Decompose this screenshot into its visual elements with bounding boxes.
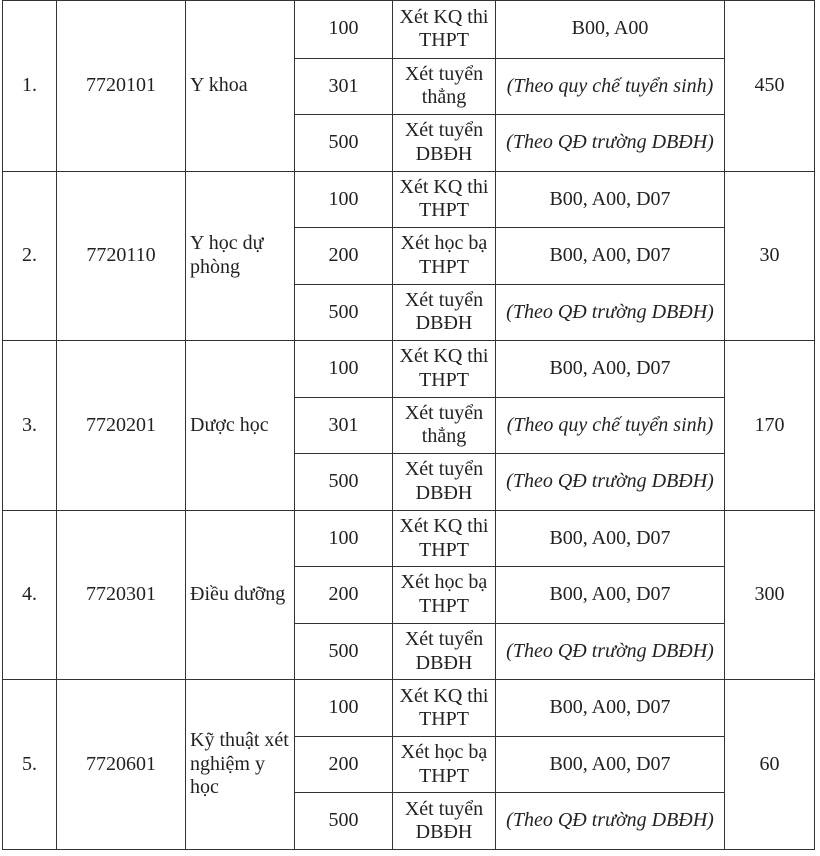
major-name: Y khoa bbox=[186, 1, 295, 172]
subject-combination: B00, A00, D07 bbox=[496, 567, 725, 624]
subject-combination: (Theo QĐ trường DBĐH) bbox=[496, 284, 725, 341]
method-name: Xét tuyển DBĐH bbox=[393, 454, 496, 511]
quota: 170 bbox=[725, 341, 815, 511]
method-code: 100 bbox=[295, 341, 393, 398]
table-row bbox=[3, 341, 815, 398]
quota: 450 bbox=[725, 1, 815, 172]
method-code: 500 bbox=[295, 115, 393, 172]
subject-combination: (Theo QĐ trường DBĐH) bbox=[496, 454, 725, 511]
method-name: Xét KQ thi THPT bbox=[393, 680, 496, 737]
method-name: Xét tuyển thẳng bbox=[393, 58, 496, 115]
admissions-table bbox=[2, 0, 815, 850]
method-code: 100 bbox=[295, 680, 393, 737]
method-code: 301 bbox=[295, 58, 393, 115]
table-row bbox=[3, 1, 815, 59]
major-code: 7720201 bbox=[57, 341, 186, 511]
major-name: Kỹ thuật xét nghiệm y học bbox=[186, 680, 295, 850]
method-code: 100 bbox=[295, 171, 393, 228]
major-name: Dược học bbox=[186, 341, 295, 511]
major-code: 7720101 bbox=[57, 1, 186, 172]
method-name: Xét học bạ THPT bbox=[393, 567, 496, 624]
row-number: 5. bbox=[3, 680, 57, 850]
method-code: 200 bbox=[295, 567, 393, 624]
method-code: 200 bbox=[295, 228, 393, 285]
major-code: 7720601 bbox=[57, 680, 186, 850]
method-name: Xét KQ thi THPT bbox=[393, 171, 496, 228]
subject-combination: B00, A00, D07 bbox=[496, 171, 725, 228]
subject-combination: (Theo quy chế tuyển sinh) bbox=[496, 58, 725, 115]
major-name: Y học dự phòng bbox=[186, 171, 295, 341]
method-code: 500 bbox=[295, 623, 393, 680]
method-name: Xét tuyển DBĐH bbox=[393, 623, 496, 680]
method-name: Xét tuyển DBĐH bbox=[393, 284, 496, 341]
method-code: 200 bbox=[295, 736, 393, 793]
row-number: 2. bbox=[3, 171, 57, 341]
method-name: Xét KQ thi THPT bbox=[393, 1, 496, 59]
row-number: 1. bbox=[3, 1, 57, 172]
table-row bbox=[3, 171, 815, 228]
method-name: Xét học bạ THPT bbox=[393, 736, 496, 793]
method-code: 100 bbox=[295, 510, 393, 567]
method-name: Xét tuyển thẳng bbox=[393, 397, 496, 454]
method-name: Xét học bạ THPT bbox=[393, 228, 496, 285]
row-number: 3. bbox=[3, 341, 57, 511]
method-code: 100 bbox=[295, 1, 393, 59]
subject-combination: B00, A00, D07 bbox=[496, 510, 725, 567]
table-body bbox=[3, 1, 815, 850]
subject-combination: B00, A00, D07 bbox=[496, 228, 725, 285]
subject-combination: (Theo QĐ trường DBĐH) bbox=[496, 623, 725, 680]
quota: 30 bbox=[725, 171, 815, 341]
major-code: 7720301 bbox=[57, 510, 186, 680]
subject-combination: B00, A00, D07 bbox=[496, 680, 725, 737]
method-name: Xét tuyển DBĐH bbox=[393, 793, 496, 850]
quota: 300 bbox=[725, 510, 815, 680]
quota: 60 bbox=[725, 680, 815, 850]
subject-combination: B00, A00, D07 bbox=[496, 341, 725, 398]
row-number: 4. bbox=[3, 510, 57, 680]
subject-combination: (Theo quy chế tuyển sinh) bbox=[496, 397, 725, 454]
major-name: Điều dưỡng bbox=[186, 510, 295, 680]
method-name: Xét tuyển DBĐH bbox=[393, 115, 496, 172]
major-code: 7720110 bbox=[57, 171, 186, 341]
subject-combination: (Theo QĐ trường DBĐH) bbox=[496, 793, 725, 850]
method-code: 500 bbox=[295, 454, 393, 511]
table-row bbox=[3, 510, 815, 567]
subject-combination: (Theo QĐ trường DBĐH) bbox=[496, 115, 725, 172]
method-code: 301 bbox=[295, 397, 393, 454]
subject-combination: B00, A00, D07 bbox=[496, 736, 725, 793]
table-row bbox=[3, 680, 815, 737]
subject-combination: B00, A00 bbox=[496, 1, 725, 59]
method-name: Xét KQ thi THPT bbox=[393, 341, 496, 398]
method-code: 500 bbox=[295, 284, 393, 341]
method-name: Xét KQ thi THPT bbox=[393, 510, 496, 567]
method-code: 500 bbox=[295, 793, 393, 850]
